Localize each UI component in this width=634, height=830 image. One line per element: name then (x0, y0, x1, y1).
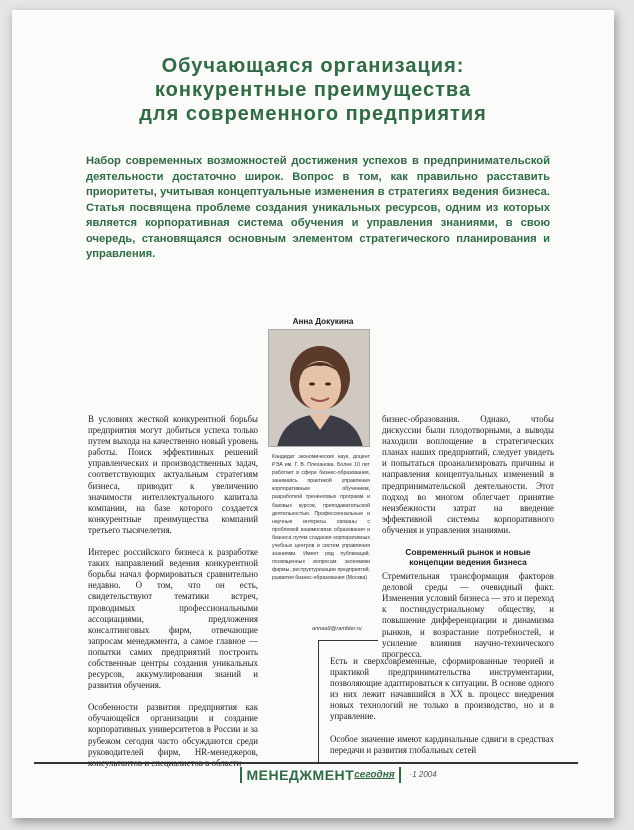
divider (318, 640, 378, 641)
section-subheading: Современный рынок и новые концепции ведения бизнеса (405, 547, 531, 568)
issue-number: ·1 2004 (409, 770, 437, 780)
article-title (12, 54, 614, 126)
magazine-footer (240, 766, 437, 784)
article-lead: Набор современных возможностей достижения успехов в предпринимательской деятельности достаточно широк. Вопрос в том, как правильно расставить приоритеты, учитывая концептуальные изменения в стратегиях ведения бизнеса. Статья посвящена проблеме создания уникальных ресурсов, одним из которых является корпоративная система обучения и управления знаниями, в свою очередь, становящаяся основным элементом стратегического планирования и управления. (86, 155, 550, 260)
paragraph: Интерес российского бизнеса к разработке таких направлений ведения конкурентной борьбы начал формироваться сравнительно недавно. О том, что он есть, свидетельствуют тематики встреч, проводимых профессиональными ассоциациями, предложения консалтинговых фирм, отвечающие запросам менеджмента, а самое главное — попытки самих предприятий построить собственные центры создания уникальных ресурсов, аккумулирования знаний и развития обучения. (88, 547, 258, 691)
author-bio: Кандидат экономических наук, доцент РЭА им. Г. В. Плеханова. Более 10 лет работает в сфере бизнес-образования, занимаясь практикой управления корпоративным обучением, разработкой тренинговых программ и базовых курсов, преподавательской деятельностью. Профессиональные и научные интересы связаны с проблемой взаимосвязи образования и бизнеса путем создания корпоративных учебных центров и систем управления знаниями. Имеет ряд публикаций, посвященных вопросам экономики фирмы, реструктуризации предприятий, развития бизнес-образования (Москва) (272, 454, 370, 582)
magazine-name-suffix: сегодня (354, 769, 395, 781)
author-photo (268, 329, 370, 447)
paragraph: Особенности развития предприятия как обучающейся организации и создание корпоративных университетов в России и за рубежом сегодня часто обсуждаются среди руководителей фирм, HR-менеджеров, (88, 702, 258, 757)
author-email: annaa9@rambler.ru (312, 626, 362, 632)
footer-rule (34, 762, 578, 764)
paragraph: бизнес-образования. Однако, чтобы дискуссии были плодотворными, а выводы находили воплощение в стратегических планах наших предприятий, следует увидеть и попытаться проанализировать причины и направления концептуальных изменений в предпринимательской деятельности. Этот подход во многом облегчает принятие неизбежности затрат на введение эффективной системы корпоративного обучения и управления знаниями. (382, 414, 554, 535)
paragraph: Особое значение имеют кардинальные сдвиги в средствах передачи и развития глобальных сетей (330, 733, 554, 755)
magazine-page (12, 10, 614, 818)
paragraph: Есть и сверхсовременные, сформированные теорией и практикой предпринимательства инструментарии, позволяющие адаптироваться к ситуации. В основе одного из них лежит начавшийся в XX в. процесс внедрения новых технологий не только в производство, но и в управление. (330, 656, 554, 722)
paragraph: Стремительная трансформация факторов деловой среды — очевидный факт. Изменения условий бизнеса — это и переход к постиндустриальному обществу, и повышение дифференциации и динамизма рынков, и возрастание потребностей, и усиление влияния научно-технического прогресса. (382, 571, 554, 659)
title-line-1: Обучающаяся организация: (161, 55, 465, 77)
footer-bar (399, 767, 401, 783)
wide-column (330, 656, 554, 767)
footer-bar (240, 767, 242, 783)
author-name: Анна Докукина (292, 317, 354, 326)
title-line-2: конкурентные преимущества (154, 79, 472, 101)
right-column (382, 414, 554, 671)
paragraph: В условиях жесткой конкурентной борьбы предприятия могут добиться успеха только путем выхода на качественно новый уровень работы. Поиск эффективных решений управленческих и производственных задач, соответствующих актуальным стратегиям бизнеса, приводит к увеличению значимости интеллектуального капитала компании, на базе которого создается конкурентные преимущества компаний третьего тысячелетия. (88, 414, 258, 535)
divider (318, 640, 319, 764)
magazine-name: МЕНЕДЖМЕНТ (246, 766, 355, 783)
title-line-3: для современного предприятия (139, 103, 487, 125)
left-column (88, 414, 258, 780)
